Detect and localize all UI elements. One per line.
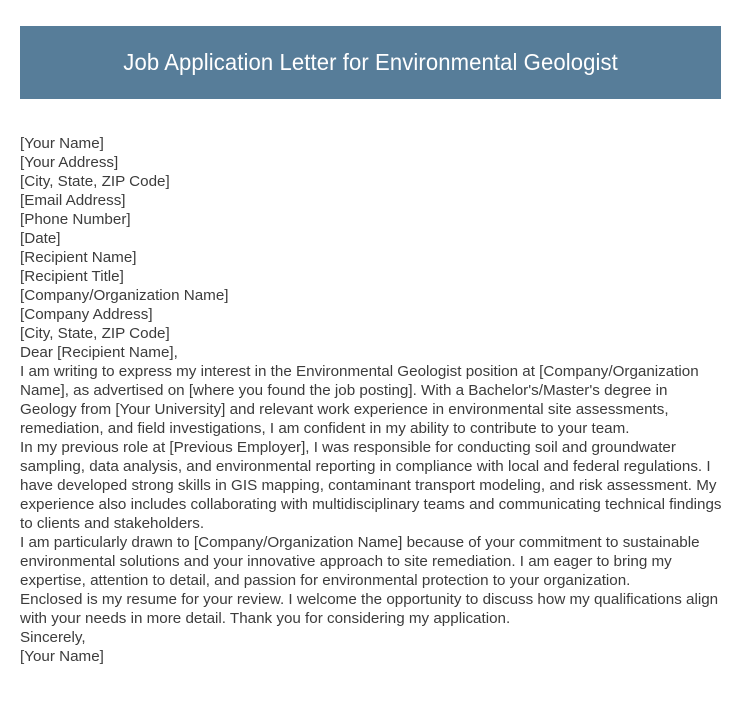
recipient-line: [City, State, ZIP Code] xyxy=(20,325,170,342)
sender-line: [City, State, ZIP Code] xyxy=(20,173,170,190)
sender-line: [Email Address] xyxy=(20,192,126,209)
body-paragraph: I am particularly drawn to [Company/Organization Name] because of your commitment to sustainable environmental solutions and your innovative approach to site remediation. I am eager to bring my expertise, attention to detail, and passion for environmental protection to your organization. xyxy=(20,534,700,589)
body-paragraph: Enclosed is my resume for your review. I welcome the opportunity to discuss how my qualifications align with your needs in more detail. Thank you for considering my application. xyxy=(20,591,719,627)
recipient-line: [Recipient Name] xyxy=(20,249,137,266)
closing-line: Sincerely, xyxy=(20,629,86,646)
sender-line: [Your Name] xyxy=(20,135,104,152)
document-header-banner xyxy=(20,26,721,99)
salutation: Dear [Recipient Name], xyxy=(20,344,178,361)
signature-line: [Your Name] xyxy=(20,648,104,665)
recipient-line: [Company Address] xyxy=(20,306,153,323)
sender-line: [Your Address] xyxy=(20,154,119,171)
body-paragraph: In my previous role at [Previous Employer], I was responsible for conducting soil and groundwater sampling, data analysis, and environmental reporting in compliance with local and federal regulations. I have developed strong skills in GIS mapping, contaminant transport modeling, and risk assessment. My experience also includes collaborating with multidisciplinary teams and communicating technical findings to clients and stakeholders. xyxy=(20,439,722,532)
letter-content xyxy=(20,134,724,666)
recipient-line: [Company/Organization Name] xyxy=(20,287,229,304)
sender-line: [Phone Number] xyxy=(20,211,131,228)
page-title: Job Application Letter for Environmental Geologist xyxy=(123,49,618,75)
sender-line: [Date] xyxy=(20,230,61,247)
recipient-line: [Recipient Title] xyxy=(20,268,124,285)
body-paragraph: I am writing to express my interest in the Environmental Geologist position at [Company/Organization Name], as advertised on [where you found the job posting]. With a Bachelor's/Master's degree in Geology from [Your University] and relevant work experience in environmental site assessments, remediation, and field investigations, I am confident in my ability to contribute to your team. xyxy=(20,363,699,437)
